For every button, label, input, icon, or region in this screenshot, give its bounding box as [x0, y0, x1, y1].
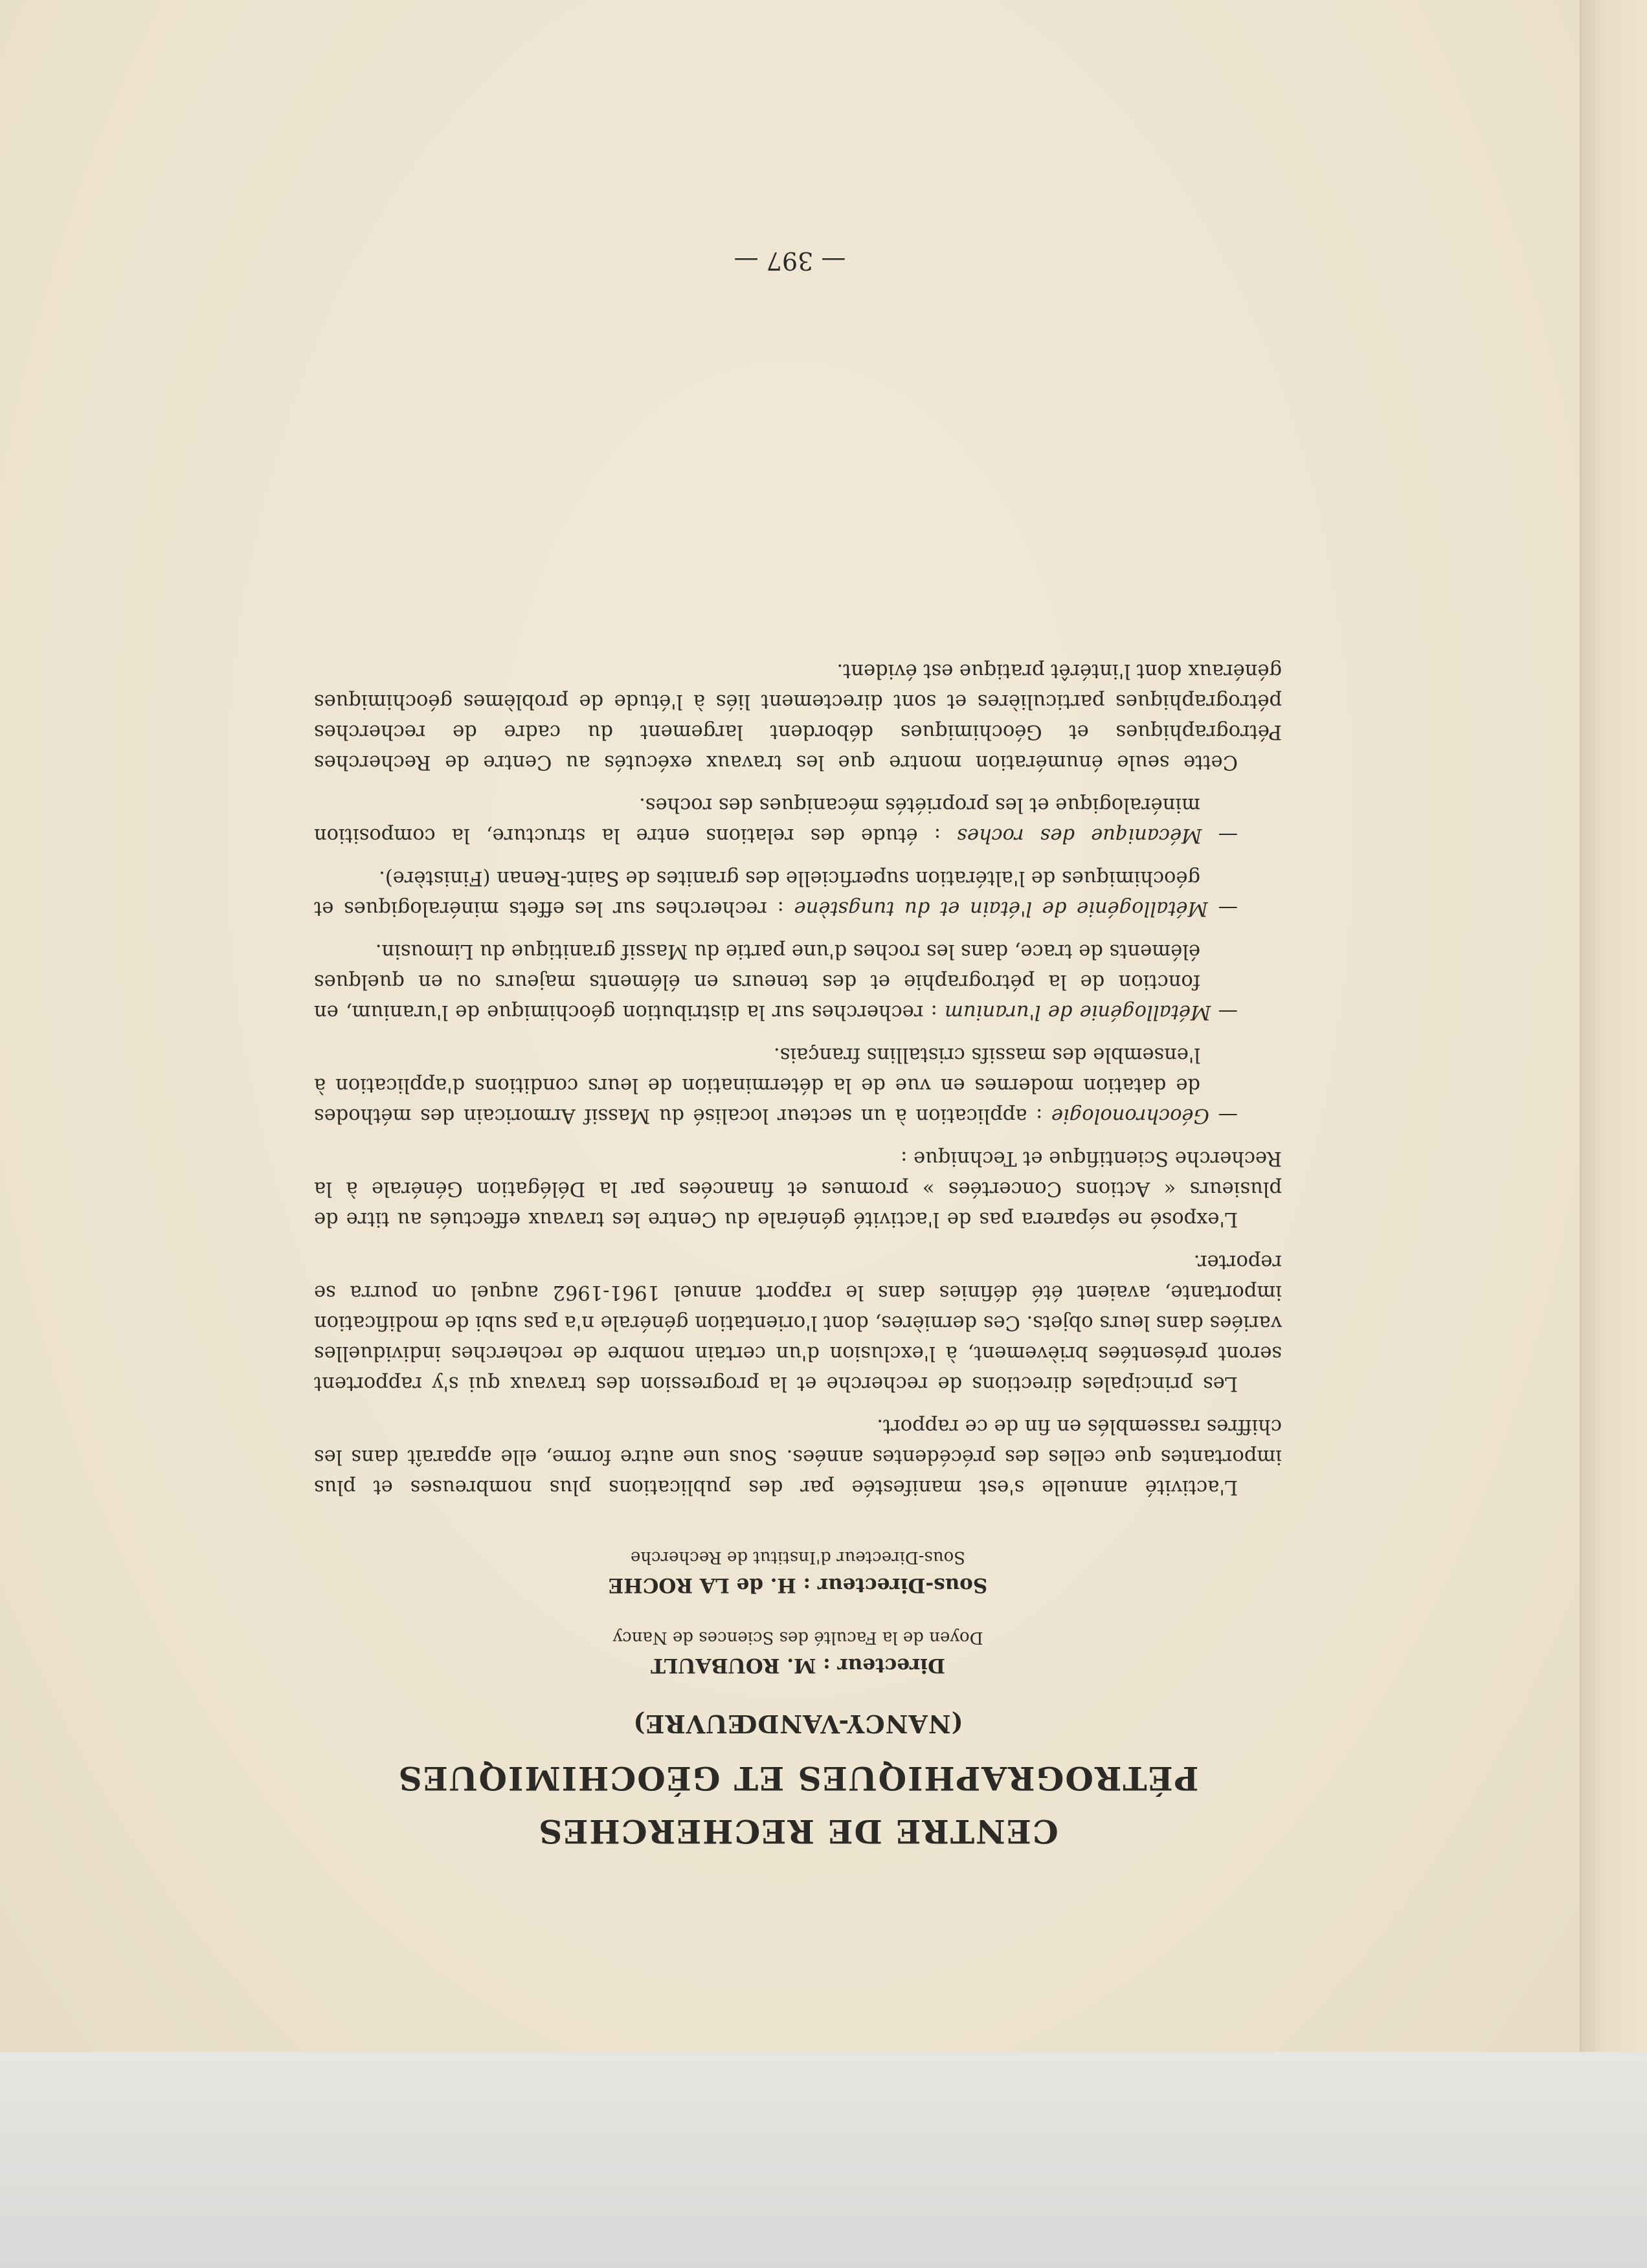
body-text [314, 656, 1282, 1502]
paragraph-actions: L'exposé ne séparera pas de l'activité générale du Centre les travaux effectués au titre de plusieurs « Actions Concertées » promues et financées par la Délégation Générale à la Recherche Scientifique et Technique : [314, 1147, 1282, 1230]
title-line-2: PÉTROGRAPHIQUES ET GÉOCHIMIQUES [397, 1759, 1199, 1797]
dash: — [1218, 1104, 1238, 1127]
list-item-etain-tungstene [314, 863, 1238, 924]
item-topic: Métallogénie de l'uranium [945, 1001, 1211, 1023]
item-topic: Mécanique des roches [957, 824, 1202, 847]
subdirector-name: Sous-Directeur : H. de LA ROCHE [608, 1573, 988, 1597]
paragraph-directions: Les principales directions de recherche et la progression des travaux qui s'y rapportent seront présentées brièvement, à l'exclusion d'un certain nombre de recherches individuelles variées dans leurs objets. Ces dernières, dont l'orientation générale n'a pas subi de modification importante, avaient été définies dans le rapport annuel 1961-1962 auquel on pourra se reporter. [314, 1251, 1282, 1395]
item-topic: Géochronologie [1051, 1104, 1209, 1127]
list-item-mecanique-roches [314, 790, 1238, 850]
item-text: : application à un secteur localisé du Massif Armoricain des méthodes de datation modernes en vue de la détermination de leurs conditions d'application à l'ensemble des massifs cristallins français. [314, 1043, 1200, 1127]
list-item-uranium [314, 936, 1238, 1027]
subdirector-role: Sous-Directeur d'Institut de Recherche [630, 1548, 966, 1567]
dash: — [1218, 824, 1238, 847]
director-name: Directeur : M. ROUBAULT [651, 1654, 945, 1677]
page-number: — 397 — [734, 247, 846, 275]
location-subtitle: (NANCY-VANDŒUVRE) [633, 1709, 963, 1739]
item-text: : recherches sur les effets minéralogiques et géochimiques de l'altération superficielle des granites de Saint-Renan (Finistère). [314, 867, 1200, 920]
item-text: : recherches sur la distribution géochimique de l'uranium, en fonction de la pétrographie et des teneurs en éléments majeurs ou en quelques éléments de trace, dans les roches d'une partie du Massif granitique du Limousin. [314, 940, 1200, 1023]
scanner-background [0, 2052, 1647, 2268]
dash: — [1218, 1001, 1238, 1023]
page-body [314, 643, 1282, 1858]
item-topic: Métallogénie de l'étain et du tungstène [794, 897, 1208, 920]
dash: — [1218, 897, 1238, 920]
list-item-geochronologie [314, 1040, 1238, 1131]
item-text: : étude des relations entre la structure, la composition minéralogique et les propriétés mécaniques des roches. [314, 794, 1200, 847]
title-line-1: CENTRE DE RECHERCHES [537, 1812, 1059, 1851]
director-role: Doyen de la Faculté des Sciences de Nancy [612, 1628, 983, 1647]
paragraph-conclusion: Cette seule énumération montre que les travaux exécutés au Centre de Recherches Pétrographiques et Géochimiques débordent largement du cadre de recherches pétrographiques particulières et sont directement liés à l'étude de problèmes géochimiques généraux dont l'intérêt pratique est évident. [314, 660, 1282, 773]
page-title [314, 1751, 1282, 1858]
book-spine [1580, 0, 1647, 2052]
paragraph-activity: L'activité annuelle s'est manifestée par des publications plus nombreuses et plus importantes que celles des précédentes années. Sous une autre forme, elle apparaît dans les chiffres rassemblés en fin de ce rapport. [314, 1415, 1282, 1498]
